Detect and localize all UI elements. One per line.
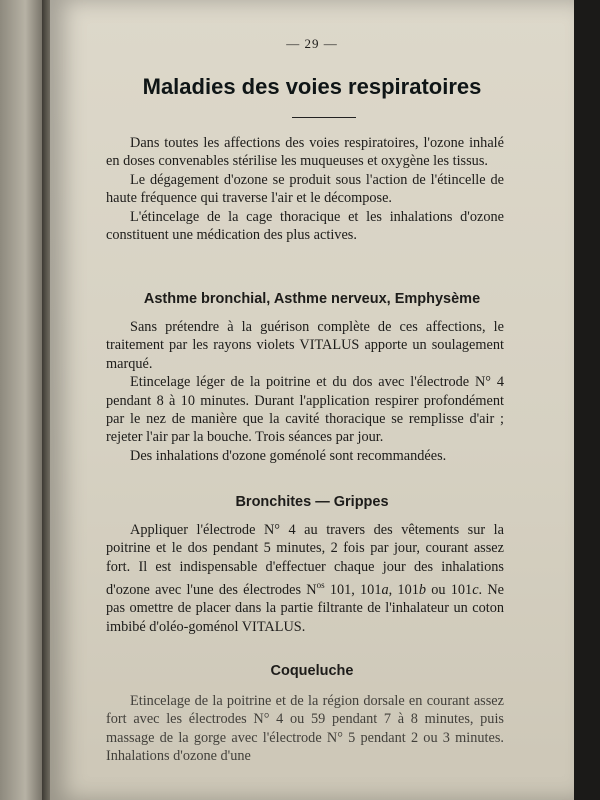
- section-heading-bronchites: Bronchites — Grippes: [235, 494, 389, 510]
- section-coqueluche-text: [106, 692, 504, 766]
- page-number: — 29 —: [286, 36, 338, 51]
- left-page-edge: [0, 0, 46, 800]
- asthme-paragraph-3: Des inhalations d'ozone goménolé sont recommandées.: [130, 447, 447, 464]
- bronchites-text-3: , 101: [388, 581, 419, 598]
- dark-background-edge: [572, 0, 600, 800]
- intro-paragraph-3: L'étincelage de la cage thoracique et les inhalations d'ozone constituent une médication des plus actives.: [106, 208, 504, 244]
- electrode-plural-mark: os: [316, 580, 325, 591]
- section-asthme-text: [106, 318, 504, 465]
- section-heading-coqueluche: Coqueluche: [270, 663, 354, 679]
- electrode-suffix-c: c: [472, 581, 479, 598]
- bronchites-text-5: . Ne pas omettre de placer dans la partie filtrante de l'inhalateur un coton imbibé d'oléo-goménol VITALUS.: [106, 581, 504, 635]
- intro-text: [106, 134, 504, 244]
- intro-paragraph-2: Le dégagement d'ozone se produit sous l'action de l'étincelle de haute fréquence qui traverse l'air et le décompose.: [106, 171, 504, 207]
- asthme-paragraph-1: Sans prétendre à la guérison complète de ces affections, le traitement par les rayons violets VITALUS apporte un soulagement marqué.: [106, 319, 504, 372]
- title-rule: [292, 117, 356, 118]
- electrode-suffix-a: a: [381, 581, 389, 598]
- book-page: [50, 0, 574, 800]
- section-bronchites-text: [106, 521, 504, 636]
- asthme-paragraph-2: Etincelage léger de la poitrine et du dos avec l'électrode N° 4 pendant 8 à 10 minutes. Durant l'application respirer profondément par le nez de manière que la cavité thoracique se remplisse d'air ; rejeter l'air par la bouche. Trois séances par jour.: [106, 374, 504, 446]
- bronchites-text-1: Appliquer l'électrode N° 4 au travers des vêtements sur la poitrine et le dos pendant 5 minutes, 2 fois par jour, courant assez fort. Il est indispensable d'effectuer chaque jour des inhalations d'ozone avec l'une des électrodes N: [106, 522, 504, 598]
- electrode-suffix-b: b: [418, 581, 427, 598]
- bronchites-text-4: ou 101: [426, 581, 473, 598]
- bronchites-text-2: 101, 101: [324, 581, 382, 598]
- page-title: Maladies des voies respiratoires: [142, 74, 482, 99]
- bronchites-paragraph: [106, 521, 504, 636]
- intro-paragraph-1: Dans toutes les affections des voies respiratoires, l'ozone inhalé en doses convenables stérilise les muqueuses et oxygène les tissus.: [106, 135, 504, 170]
- coqueluche-paragraph: Etincelage de la poitrine et de la région dorsale en courant assez fort avec les électrodes N° 4 ou 59 pendant 7 à 8 minutes, puis massage de la gorge avec l'électrode N° 5 pendant 2 ou 3 minutes. Inhalations d'ozone d'une: [106, 693, 504, 765]
- section-heading-asthme: Asthme bronchial, Asthme nerveux, Emphysème: [143, 291, 481, 307]
